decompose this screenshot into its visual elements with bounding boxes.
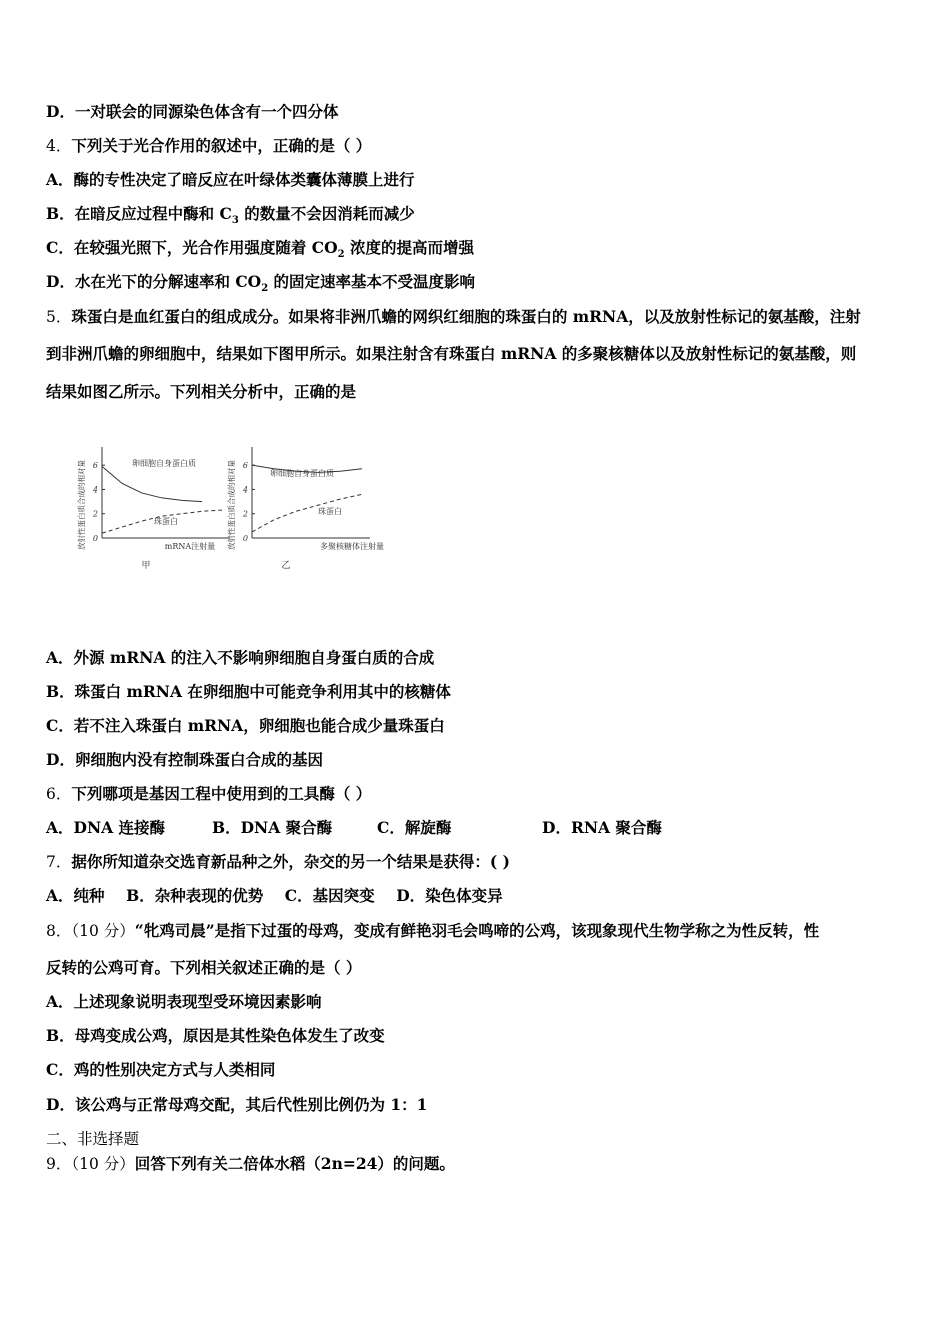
series-label-1-0: 卵细胞自身蛋白质 — [270, 469, 334, 478]
question-7-stem — [46, 852, 510, 872]
q4-option-b — [46, 204, 415, 227]
q4-option-c-tail: 浓度的提高而增强 — [344, 238, 474, 257]
q7-options: A．纯种 B．杂种表现的优势 C．基因突变 D．染色体变异 — [46, 886, 503, 905]
y-tick-label-0-0: 0 — [92, 534, 98, 543]
y-tick-label-0-2: 4 — [92, 485, 98, 495]
question-7-text: 据你所知道杂交选育新品种之外，杂交的另一个结果是获得：( ) — [71, 852, 510, 871]
q4-option-c-text: C．在较强光照下，光合作用强度随着 CO — [46, 238, 338, 257]
series-label-1-1: 珠蛋白 — [318, 507, 342, 516]
charts-svg — [70, 428, 390, 578]
q3-option-d: D．一对联会的同源染色体含有一个四分体 — [46, 102, 339, 121]
question-8-line-1 — [46, 921, 819, 941]
y-axis-label-1: 放射性蛋白质合成的相对量 — [227, 460, 236, 550]
q4-option-c-subscript: 2 — [337, 249, 345, 261]
question-9-number: 9． — [46, 1155, 72, 1173]
q6-option-b: B．DNA 聚合酶 — [212, 818, 333, 837]
q5-option-b: B．珠蛋白 mRNA 在卵细胞中可能竞争利用其中的核糖体 — [46, 682, 451, 701]
q4-option-c — [46, 238, 474, 261]
q8-option-a: A．上述现象说明表现型受环境因素影响 — [46, 992, 322, 1011]
question-9-score: （10 分） — [71, 1155, 135, 1173]
chart-title-0: 甲 — [141, 561, 151, 571]
question-9-text: 回答下列有关二倍体水稻（2n=24）的问题。 — [134, 1154, 455, 1173]
question-4-stem — [46, 136, 371, 156]
figure-jia-yi — [70, 428, 390, 578]
series-label-0-1: 珠蛋白 — [154, 517, 178, 526]
q4-option-d-text: D．水在光下的分解速率和 CO — [46, 272, 262, 291]
question-5-line-1 — [46, 307, 861, 327]
question-6-stem — [46, 784, 371, 804]
question-6-text: 下列哪项是基因工程中使用到的工具酶（ ） — [71, 784, 372, 803]
q4-option-d-tail: 的固定速率基本不受温度影响 — [268, 272, 476, 291]
q8-option-b: B．母鸡变成公鸡，原因是其性染色体发生了改变 — [46, 1026, 385, 1045]
y-tick-label-0-3: 6 — [92, 461, 98, 471]
y-tick-label-1-3: 6 — [242, 461, 248, 471]
y-axis-label-0: 放射性蛋白质合成的相对量 — [77, 460, 86, 550]
series-label-0-0: 卵细胞自身蛋白质 — [132, 459, 196, 468]
q4-option-b-text: B．在暗反应过程中酶和 C — [46, 204, 232, 223]
q4-option-d — [46, 272, 476, 295]
q5-option-d: D．卵细胞内没有控制珠蛋白合成的基因 — [46, 750, 323, 769]
q4-option-d-subscript: 2 — [261, 283, 269, 295]
question-5-line-3: 结果如图乙所示。下列相关分析中，正确的是 — [46, 382, 357, 401]
y-tick-label-0-1: 2 — [92, 509, 98, 519]
q8-option-d: D．该公鸡与正常母鸡交配，其后代性别比例仍为 1：1 — [46, 1095, 428, 1114]
section-2-title: 二、非选择题 — [46, 1130, 140, 1148]
y-tick-label-1-2: 4 — [242, 485, 248, 495]
y-tick-label-1-1: 2 — [242, 509, 248, 519]
series-line-1-1 — [252, 494, 362, 532]
series-line-0-0 — [102, 466, 202, 501]
y-tick-label-1-0: 0 — [242, 534, 248, 543]
question-8-number: 8． — [46, 922, 72, 940]
question-7-number: 7． — [46, 853, 72, 871]
q6-option-d: D．RNA 聚合酶 — [542, 818, 662, 837]
q4-option-b-tail: 的数量不会因消耗而减少 — [238, 204, 415, 223]
q4-option-a: A．酶的专性决定了暗反应在叶绿体类囊体薄膜上进行 — [46, 170, 415, 189]
q5-option-c: C．若不注入珠蛋白 mRNA，卵细胞也能合成少量珠蛋白 — [46, 716, 445, 735]
question-9-stem — [46, 1154, 455, 1174]
x-axis-label-0: mRNA注射量 — [164, 542, 216, 551]
question-8-text-1: “牝鸡司晨”是指下过蛋的母鸡，变成有鲜艳羽毛会鸣啼的公鸡，该现象现代生物学称之为性反转，性 — [134, 921, 820, 940]
question-8-line-2: 反转的公鸡可育。下列相关叙述正确的是（ ） — [46, 958, 362, 977]
x-axis-label-1: 多聚核糖体注射量 — [320, 542, 384, 551]
q6-option-c: C．解旋酶 — [377, 818, 452, 837]
chart-title-1: 乙 — [281, 561, 291, 571]
q6-option-a: A．DNA 连接酶 — [46, 818, 166, 837]
question-4-text: 下列关于光合作用的叙述中，正确的是（ ） — [71, 136, 372, 155]
question-5-line-2: 到非洲爪蟾的卵细胞中，结果如下图甲所示。如果注射含有珠蛋白 mRNA 的多聚核糖体以及放射性标记的氨基酸，则 — [46, 344, 857, 363]
question-4-number: 4． — [46, 137, 72, 155]
q8-option-c: C．鸡的性别决定方式与人类相同 — [46, 1060, 276, 1079]
question-8-score: （10 分） — [71, 922, 135, 940]
question-5-text-1: 珠蛋白是血红蛋白的组成成分。如果将非洲爪蟾的网织红细胞的珠蛋白的 mRNA，以及放射性标记的氨基酸，注射 — [71, 307, 861, 326]
question-5-number: 5． — [46, 308, 72, 326]
q5-option-a: A．外源 mRNA 的注入不影响卵细胞自身蛋白质的合成 — [46, 648, 435, 667]
question-6-number: 6． — [46, 785, 72, 803]
q4-option-b-subscript: 3 — [231, 215, 239, 227]
